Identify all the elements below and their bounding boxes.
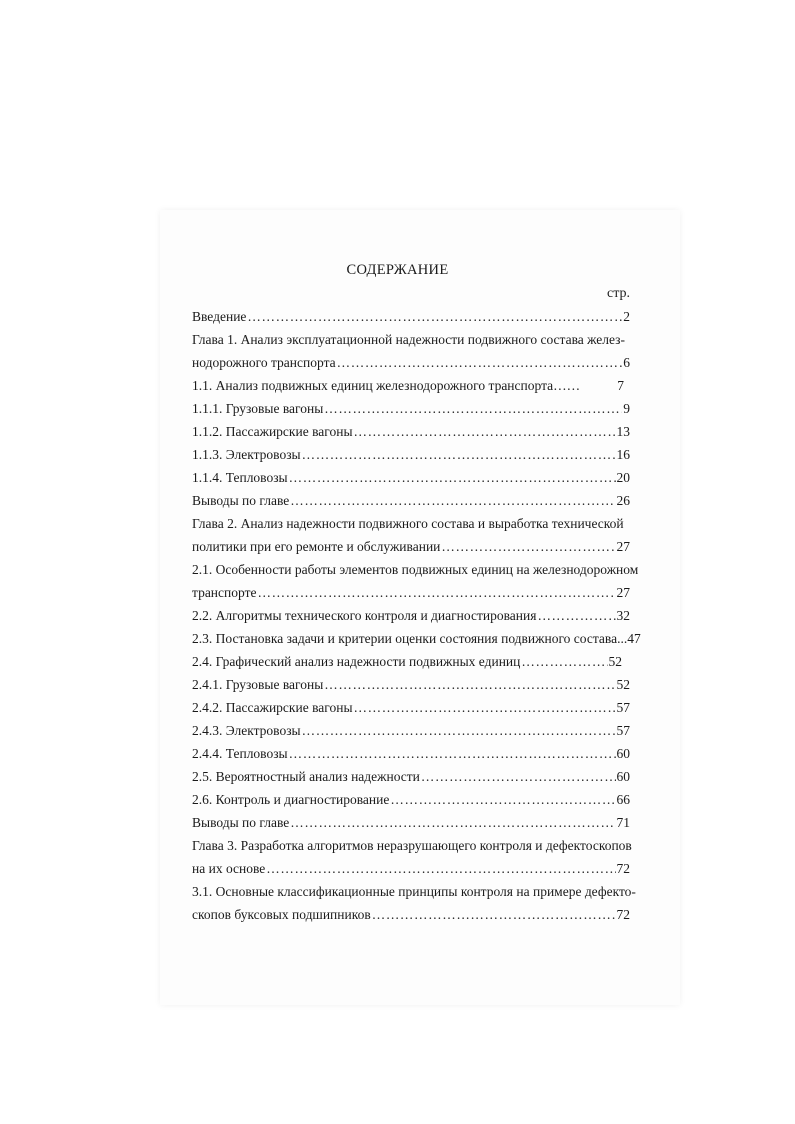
- toc-entry: [192, 677, 630, 693]
- leader-dots: [354, 424, 616, 440]
- toc-entry: [192, 401, 630, 417]
- leader-dots: [521, 654, 607, 670]
- toc-entry-page: 57: [616, 723, 630, 738]
- toc-entry: [192, 746, 630, 762]
- leader-dots: [337, 355, 623, 371]
- leader-dots: [372, 907, 616, 923]
- toc-entry-text: 1.1.4. Тепловозы: [192, 470, 288, 485]
- page-title: СОДЕРЖАНИЕ: [346, 262, 449, 278]
- leader-dots: [354, 700, 616, 716]
- toc-entry-page: 32: [616, 608, 630, 623]
- toc-entry: [192, 424, 630, 440]
- leader-dots: [324, 401, 622, 417]
- toc-entry-page: 71: [616, 815, 630, 830]
- toc-entry: Глава 3. Разработка алгоритмов неразрушающего контроля и дефектоскопов: [192, 838, 632, 853]
- page-column-label: стр.: [607, 286, 631, 301]
- toc-entry: [192, 447, 630, 463]
- toc-entry: [192, 723, 630, 739]
- toc-entry-text: 1.1.1. Грузовые вагоны: [192, 401, 324, 416]
- toc-entry: 2.1. Особенности работы элементов подвижных единиц на железнодорожном: [192, 562, 639, 577]
- leader-dots: [441, 539, 615, 555]
- leader-dots: [290, 815, 615, 831]
- toc-entry: [192, 355, 630, 371]
- toc-entry-text: 2.4.4. Тепловозы: [192, 746, 288, 761]
- toc-entry-page: 60: [616, 746, 630, 761]
- toc-entry-text: политики при его ремонте и обслуживании: [192, 539, 441, 554]
- toc-entry: Глава 1. Анализ эксплуатационной надежности подвижного состава желез-: [192, 332, 626, 347]
- toc-entry-text: 2.6. Контроль и диагностирование: [192, 792, 390, 807]
- leader-dots: [289, 746, 616, 762]
- leader-dots: [290, 493, 615, 509]
- leader-dots: [421, 769, 616, 785]
- toc-entry: [192, 539, 630, 555]
- toc-entry-text: Введение: [192, 309, 247, 324]
- toc-entry-page: 52: [616, 677, 630, 692]
- toc-entry-page: 20: [616, 470, 630, 485]
- toc-entry-page: 66: [616, 792, 630, 807]
- toc-entry-text: скопов буксовых подшипников: [192, 907, 371, 922]
- toc-entry: Глава 2. Анализ надежности подвижного состава и выработка технической: [192, 516, 624, 531]
- toc-entry: [192, 470, 630, 486]
- toc-entry: [192, 700, 630, 716]
- toc-entry-text: 1.1.2. Пассажирские вагоны: [192, 424, 353, 439]
- toc-entry-text: 2.4. Графический анализ надежности подвижных единиц: [192, 654, 521, 669]
- toc-entry-text: 1.1. Анализ подвижных единиц железнодорожного транспорта……: [192, 378, 581, 393]
- toc-entry-page: 13: [616, 424, 630, 439]
- toc-entry: [192, 861, 630, 877]
- toc-entry: 2.3. Постановка задачи и критерии оценки состояния подвижного состава...47: [192, 631, 641, 646]
- leader-dots: [266, 861, 615, 877]
- toc-entry-text: Выводы по главе: [192, 815, 290, 830]
- toc-entry-page: 7: [617, 378, 624, 393]
- toc-entry-page: 60: [616, 769, 630, 784]
- toc-entry-page: 16: [616, 447, 630, 462]
- toc-entry: [192, 769, 630, 785]
- leader-dots: [537, 608, 615, 624]
- toc-entry: [192, 585, 630, 601]
- toc-entry-text: нодорожного транспорта: [192, 355, 336, 370]
- toc-entry: [192, 493, 630, 509]
- toc-entry-text: 2.4.1. Грузовые вагоны: [192, 677, 324, 692]
- toc-entry-text: 2.4.2. Пассажирские вагоны: [192, 700, 353, 715]
- leader-dots: [247, 309, 622, 325]
- toc-entry: 3.1. Основные классификационные принципы контроля на примере дефекто-: [192, 884, 636, 899]
- toc-entry-page: 72: [616, 861, 630, 876]
- toc-entry-text: на их основе: [192, 861, 266, 876]
- toc-entry-text: 2.5. Вероятностный анализ надежности: [192, 769, 420, 784]
- toc-entry-page: 2: [623, 309, 630, 324]
- toc-entry-page: 6: [623, 355, 630, 370]
- leader-dots: [390, 792, 615, 808]
- toc-entry-page: 9: [623, 401, 630, 416]
- toc-entry: [192, 654, 622, 670]
- leader-dots: [324, 677, 615, 693]
- leader-dots: [257, 585, 615, 601]
- toc-entry-text: транспорте: [192, 585, 257, 600]
- toc-entry-page: 27: [616, 585, 630, 600]
- toc-entry: [192, 907, 630, 923]
- toc-entry-page: 52: [608, 654, 622, 669]
- toc-entry: [192, 378, 624, 394]
- toc-entry-text: 1.1.3. Электровозы: [192, 447, 301, 462]
- toc-entry: [192, 608, 630, 624]
- leader-dots: [289, 470, 616, 486]
- toc-entry-text: 2.2. Алгоритмы технического контроля и диагностирования: [192, 608, 537, 623]
- leader-dots: [302, 723, 616, 739]
- toc-entry-page: 27: [616, 539, 630, 554]
- leader-dots: [302, 447, 616, 463]
- toc-entry: [192, 309, 630, 325]
- toc-entry: [192, 792, 630, 808]
- toc-entry: [192, 815, 630, 831]
- toc-entry-page: 26: [616, 493, 630, 508]
- toc-entry-text: Выводы по главе: [192, 493, 290, 508]
- toc-entry-text: 2.4.3. Электровозы: [192, 723, 301, 738]
- toc-entry-page: 57: [616, 700, 630, 715]
- toc-entry-page: 72: [616, 907, 630, 922]
